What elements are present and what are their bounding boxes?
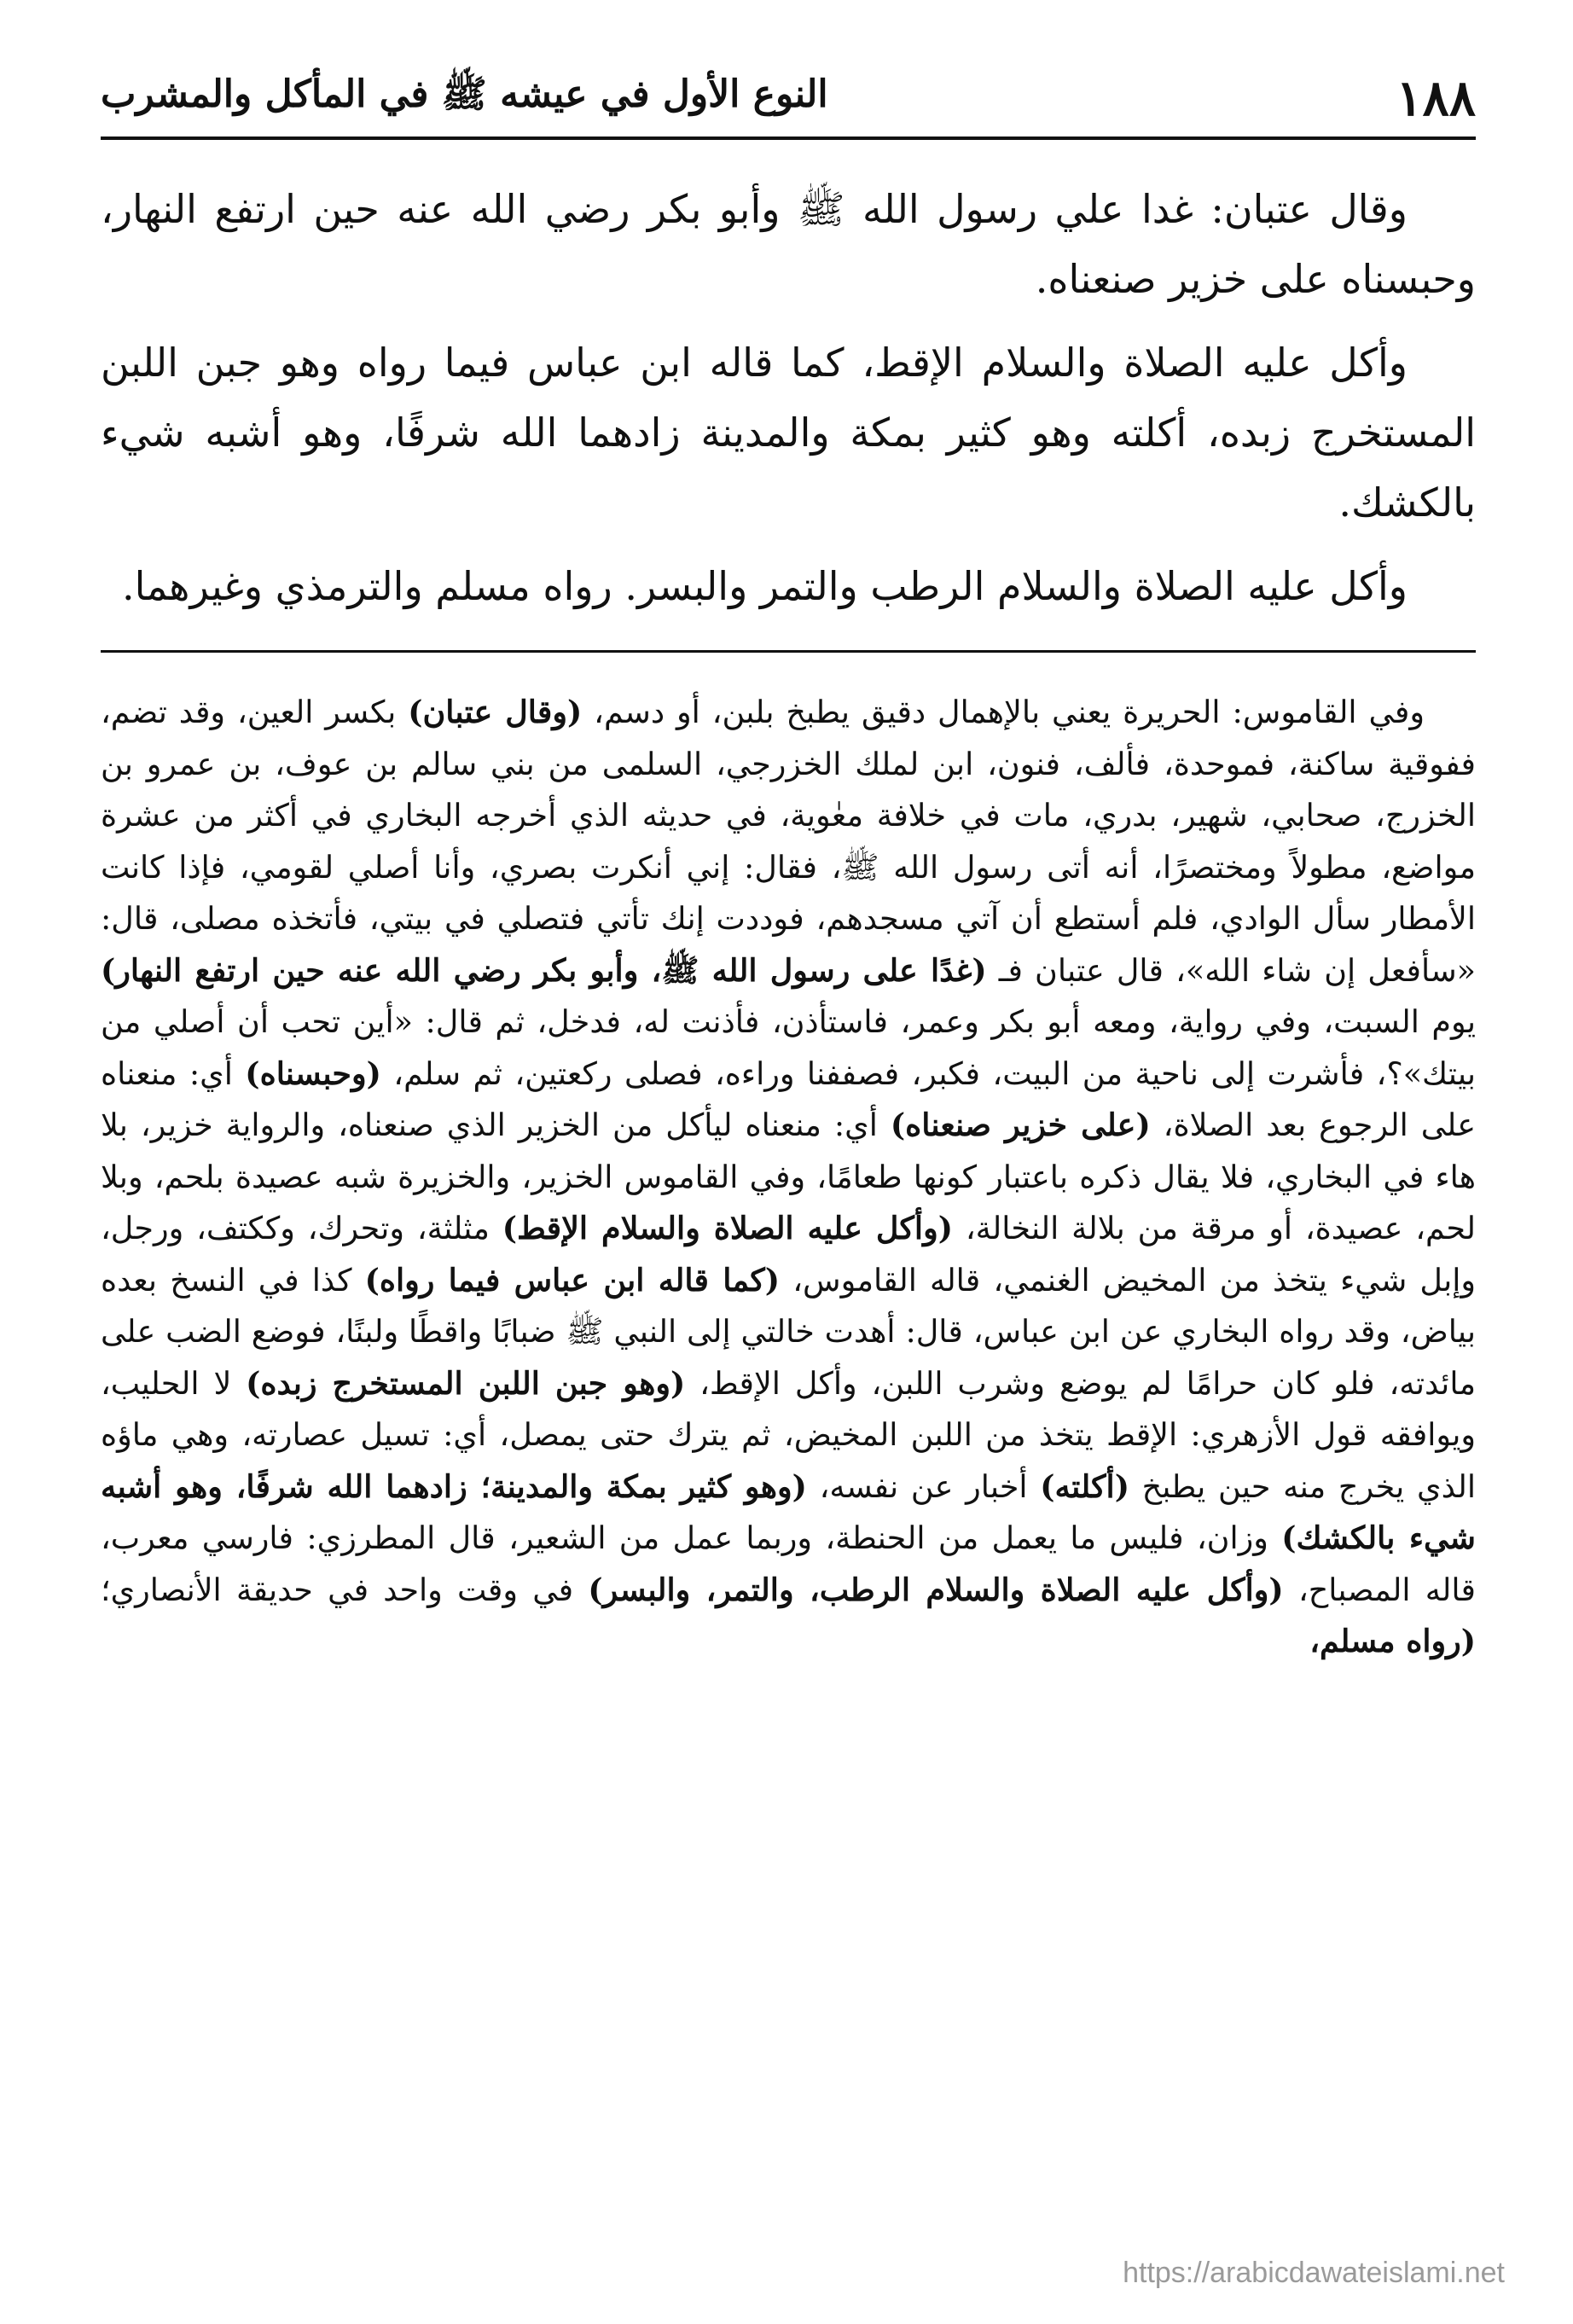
quoted-matn: (كما قاله ابن عباس فيما رواه): [364, 1261, 781, 1299]
quoted-matn: (رواه مسلم،: [1309, 1623, 1476, 1659]
commentary-text-run: بكسر العين، وقد تضم، ففوقية ساكنة، فموحدة، فألف، فنون، ابن لملك الخزرجي، السلمى من بني سالم بن عوف، بن عمرو بن الخزرج، صحابي، شهير، بدري، مات في خلافة معٰوية، في حديثه الذي أخرجه البخاري في أكثر من عشرة مواضع، مطولاً ومختصرًا، أنه أتى رسول الله ﷺ، فقال: إني أنكرت بصري، وأنا أصلي لقومي، فإذا كانت الأمطار سأل الوادي، فلم أستطع أن آتي مسجدهم، فوددت إنك تأتي فتصلي في بيتي، فأتخذه مصلى، قال: «سأفعل إن شاء الله»، قال عتبان فـ: [101, 694, 1476, 989]
quoted-matn: (غدًا على رسول الله ﷺ، وأبو بكر رضي الله عنه حين ارتفع النهار): [101, 951, 987, 989]
commentary-text-run: كذا في النسخ بعده بياض، وقد رواه البخاري عن ابن عباس، قال: أهدت خالتي إلى النبي ﷺ ضبابًا واقطًا ولبنًا، فوضع الضب على مائدته، فلو كان حرامًا لم يوضع وشرب اللبن، وأكل الإقط،: [101, 1261, 1476, 1402]
quoted-matn: (وقال عتبان): [408, 694, 583, 730]
commentary-text-run: في وقت واحد في حديقة الأنصاري؛: [101, 1571, 589, 1608]
main-paragraph: وقال عتبان: غدا علي رسول الله ﷺ وأبو بكر رضي الله عنه حين ارتفع النهار، وحبسناه على خزير صنعناه.: [101, 186, 1476, 302]
quoted-matn: (وهو جبن اللبن المستخرج زبده): [246, 1364, 686, 1402]
site-watermark: https://arabicdawateislami.net: [1123, 2257, 1505, 2289]
running-title: النوع الأول في عيشه ﷺ في المأكل والمشرب: [101, 73, 828, 116]
commentary-text-run: أخبار عن نفسه،: [806, 1467, 1041, 1505]
commentary-text-run: وفي القاموس: الحريرة يعني بالإهمال دقيق يطبخ بلبن، أو دسم،: [582, 694, 1425, 730]
commentary-paragraph: [101, 687, 1476, 1668]
footnote-separator: [101, 650, 1476, 653]
quoted-matn: (أكلته): [1040, 1467, 1129, 1505]
quoted-matn: (على خزير صنعناه): [890, 1107, 1151, 1143]
main-paragraph: وأكل عليه الصلاة والسلام الرطب والتمر والبسر. رواه مسلم والترمذي وغيرهما.: [121, 563, 1408, 609]
main-paragraph: وأكل عليه الصلاة والسلام الإقط، كما قاله ابن عباس فيما رواه وهو جبن اللبن المستخرج زبده، أكلته وهو كثير بمكة والمدينة زادهما الله شرفًا، وهو أشبه شيء بالكشك.: [101, 340, 1476, 526]
commentary-text-run: أي: منعناه على الرجوع بعد الصلاة،: [101, 1055, 1476, 1143]
commentary-text-run: يوم السبت، وفي رواية، ومعه أبو بكر وعمر، فاستأذن، فأذنت له، فدخل، ثم قال: «أين تحب أن أصلي من بيتك»؟، فأشرت إلى ناحية من البيت، فكبر، فصففنا وراءه، فصلى ركعتين، ثم سلم،: [101, 1003, 1476, 1092]
commentary-text: [101, 687, 1476, 1668]
quoted-matn: (وحبسناه): [245, 1055, 381, 1092]
book-page: [101, 60, 1476, 2244]
quoted-matn: (وأكل عليه الصلاة والسلام الإقط): [502, 1210, 953, 1246]
page-number: ١٨٨: [1396, 69, 1476, 127]
quoted-matn: (وأكل عليه الصلاة والسلام الرطب، والتمر، والبسر): [588, 1571, 1284, 1608]
commentary-text-run: وزان، فليس ما يعمل من الحنطة، وربما عمل من الشعير، قال المطرزي: فارسي معرب، قاله المصباح،: [101, 1519, 1476, 1608]
commentary-text-run: مثلثة، وتحرك، وككتف، ورجل، وإبل شيء يتخذ من المخيض الغنمي، قاله القاموس،: [101, 1210, 1476, 1299]
main-text: [101, 174, 1476, 621]
commentary-text-run: لا الحليب، ويوافقه قول الأزهري: الإقط يتخذ من اللبن المخيض، ثم يترك حتى يمصل، أي: تسيل عصارته، وهي ماؤه الذي يخرج منه حين يطبخ: [101, 1364, 1476, 1505]
quoted-matn: (وهو كثير بمكة والمدينة؛ زادهما الله شرفًا، وهو أشبه شيء بالكشك): [101, 1467, 1476, 1556]
page-header: [101, 60, 1476, 140]
commentary-text-run: أي: منعناه ليأكل من الخزير الذي صنعناه، والرواية خزير، بلا هاء في البخاري، فلا يقال ذكره باعتبار كونها طعامًا، وفي القاموس الخزير، والخزيرة شبه عصيدة بلحم، وبلا لحم، عصيدة، أو مرقة من بلالة النخالة،: [101, 1107, 1477, 1246]
